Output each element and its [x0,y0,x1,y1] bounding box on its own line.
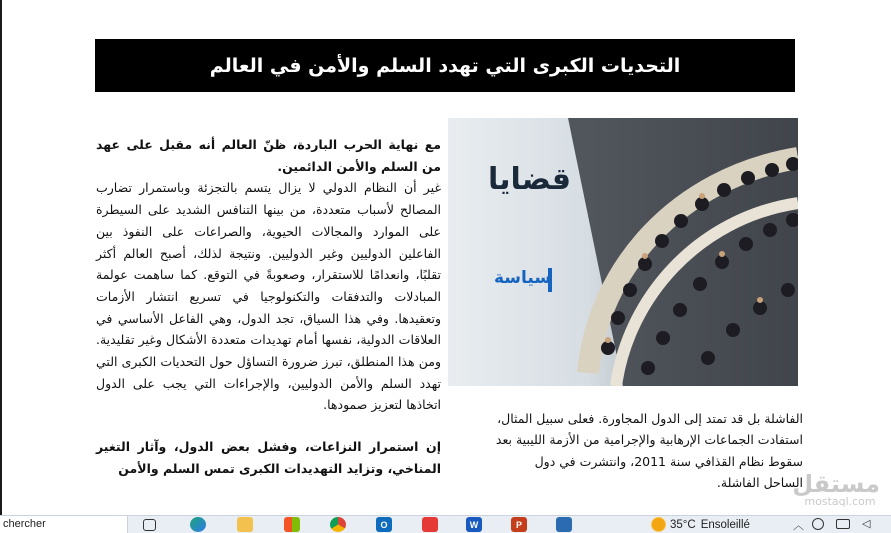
windows-taskbar [0,515,891,533]
right-text-paragraph: الفاشلة بل قد تمتد إلى الدول المجاورة. فعلى سبيل المثال، استفادت الجماعات الإرهابية والإجرامية من الأزمة الليبية بعد سقوط نظام القذافي سنة 2011، وانتشرت في دول الساحل الفاشلة. [495,411,803,490]
second-lead: إن استمرار النزاعات، وفشل بعض الدول، وآثار التغير المناخي، وتزايد التهديدات الكبرى تمس السلم والأمن [96,439,441,476]
circle-status-icon[interactable] [812,518,824,530]
photo-section-label: سياسة [494,268,552,288]
page-left-edge [0,0,2,515]
mostaql-watermark [792,470,880,508]
task-view-icon[interactable] [143,519,156,531]
watermark-arabic: مستقل [792,470,880,498]
store-icon[interactable] [284,517,300,532]
wps-icon[interactable] [422,517,438,532]
chevron-up-icon[interactable]: ︿ [793,519,804,532]
article-title-bar [95,39,795,92]
weather-widget[interactable] [652,516,750,533]
article-title: التحديات الكبرى التي تهدد السلم والأمن في العالم [209,54,681,77]
edge-icon[interactable] [190,517,206,532]
word-icon[interactable]: W [466,517,482,532]
file-explorer-icon[interactable] [237,517,253,532]
photo-illustration [448,118,798,386]
watermark-url: mostaql.com [804,495,876,508]
weather-label: Ensoleillé [700,518,750,531]
intro-lead: مع نهاية الحرب الباردة، ظنّ العالم أنه مقبل على عهد من السلم والأمن الدائمين. [96,137,441,174]
right-text-column [493,408,803,493]
chrome-icon[interactable] [330,517,346,532]
powerpoint-icon[interactable]: P [511,517,527,532]
display-icon[interactable] [836,519,850,529]
intro-body: غير أن النظام الدولي لا يزال يتسم بالتجزئة وباستمرار تضارب المصالح لأسباب متعددة، من بينها التنافس الشديد على السيطرة على الموارد والمجالات الحيوية، والصراعات على النفوذ بين الفاعلين الدوليين وغير الدوليين. ونتيجة لذلك، أصبح العالم أكثر تقلبًا، وانعدامًا للاستقرار، وصعوبةً في التوقع. كما ساهمت عولمة المبادلات والتدفقات والتكنولوجيا في تسريع انتشار الأزمات وتعقيدها. وفي هذا السياق، تجد الدول، وهي الفاعل الأساسي في العلاقات الدولية، نفسها أمام تهديدات متعددة الأشكال وغير تقليدية. ومن هذا المنطلق، تبرز ضرورة التساؤل حول التحديات الكبرى التي تهدد السلم والأمن الدوليين، والإجراءات التي يجب على الدول اتخاذها لتعزيز صمودها. [96,180,441,413]
photo-overlay-word: قضايا [488,162,571,197]
taskbar-search-box[interactable]: chercher [0,516,128,533]
app-icon[interactable] [556,517,572,532]
sun-icon [652,518,665,531]
security-council-photo [448,118,798,386]
weather-temperature: 35°C [670,518,696,531]
volume-icon[interactable]: ◁ [862,517,871,530]
left-text-column [96,134,441,480]
outlook-icon[interactable]: O [376,517,392,532]
